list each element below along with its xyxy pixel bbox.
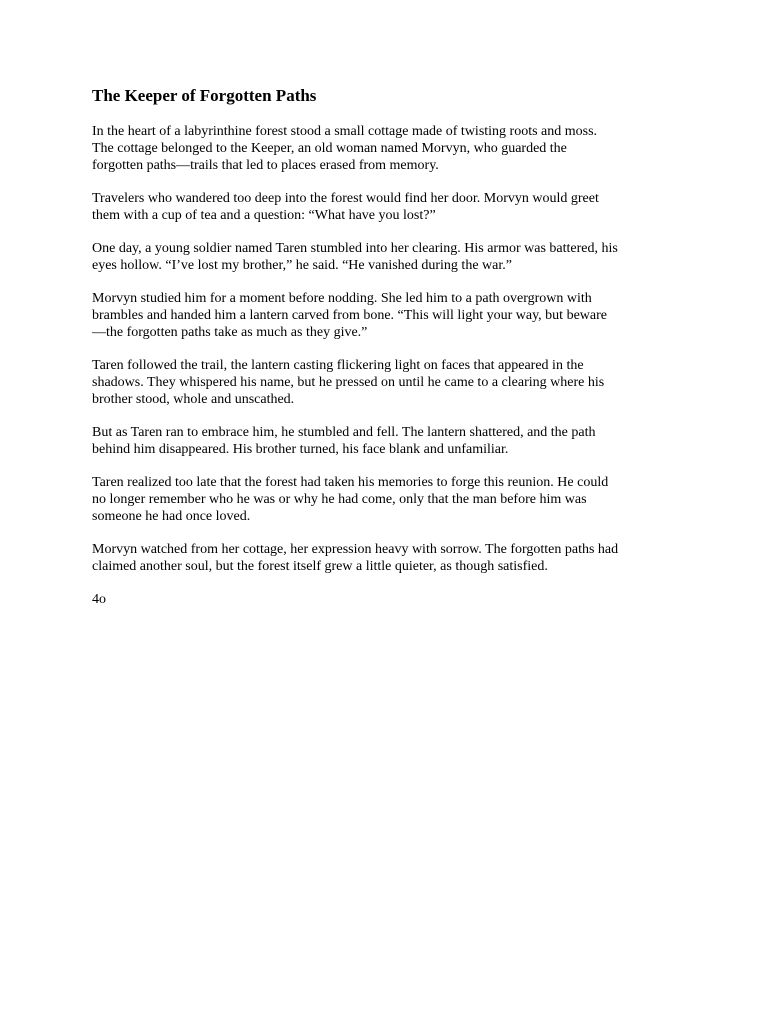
paragraph: But as Taren ran to embrace him, he stumbled and fell. The lantern shattered, and the path behind him disappeared. His brother turned, his face blank and unfamiliar. [92, 425, 596, 457]
paragraph: Taren realized too late that the forest had taken his memories to forge this reunion. He could no longer remember who he was or why he had come, only that the man before him was someone he had once loved. [92, 475, 609, 524]
paragraph: In the heart of a labyrinthine forest stood a small cottage made of twisting roots and moss. The cottage belonged to the Keeper, an old woman named Morvyn, who guarded the forgotten paths—trails that led to places erased from memory. [92, 124, 598, 173]
paragraph: Travelers who wandered too deep into the forest would find her door. Morvyn would greet them with a cup of tea and a question: “What have you lost?” [92, 191, 599, 223]
paragraph: One day, a young soldier named Taren stumbled into her clearing. His armor was battered, his eyes hollow. “I’ve lost my brother,” he said. “He vanished during the war.” [92, 241, 618, 273]
paragraph: Morvyn watched from her cottage, her expression heavy with sorrow. The forgotten paths had claimed another soul, but the forest itself grew a little quieter, as though satisfied. [92, 542, 619, 574]
document-title: The Keeper of Forgotten Paths [92, 86, 317, 105]
paragraph: Taren followed the trail, the lantern casting flickering light on faces that appeared in the shadows. They whispered his name, but he pressed on until he came to a clearing where his brother stood, whole and unscathed. [92, 358, 605, 407]
document-body [92, 86, 682, 608]
footer-note: 4o [92, 592, 106, 607]
paragraph: Morvyn studied him for a moment before nodding. She led him to a path overgrown with brambles and handed him a lantern carved from bone. “This will light your way, but beware —the forgotten paths take as much as they give.” [92, 291, 607, 340]
